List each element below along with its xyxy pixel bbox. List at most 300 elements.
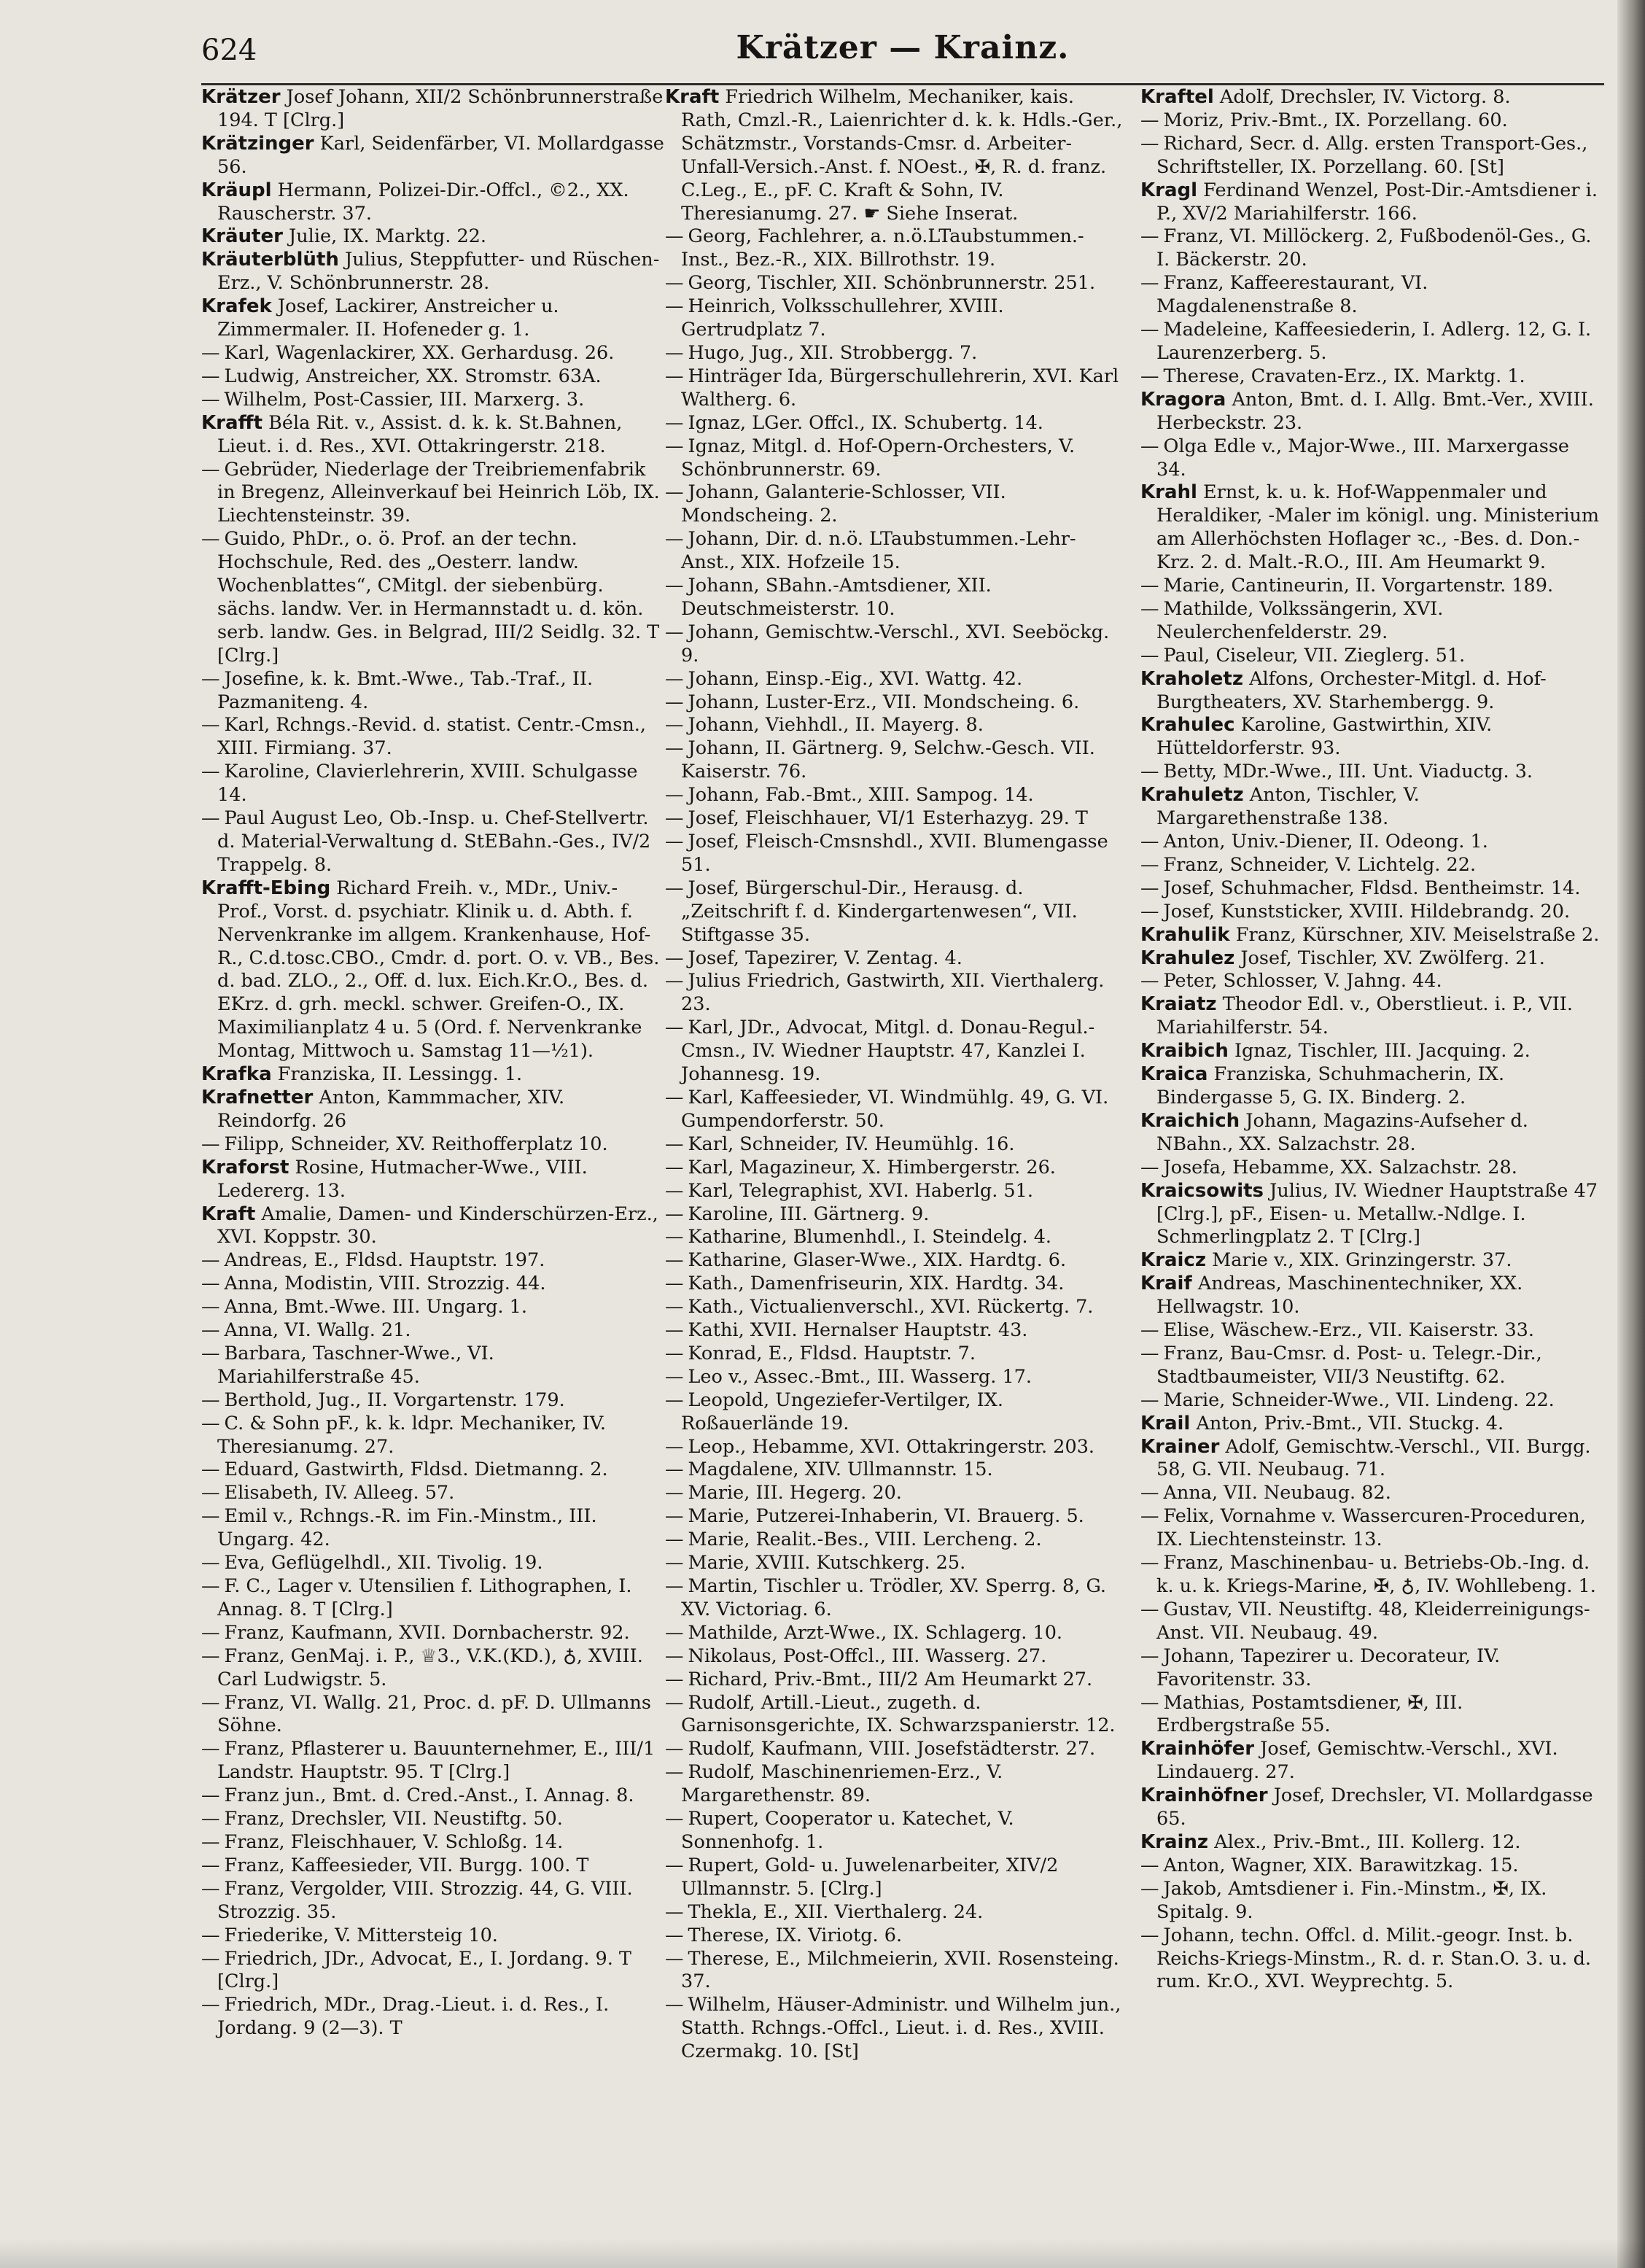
directory-entry [665,1319,1129,1343]
entry-text: Marie, III. Hegerg. 20. [688,1482,902,1504]
ditto-dash: — [201,1621,220,1644]
entry-text: Karl, Schneider, IV. Heumühlg. 16. [688,1133,1015,1155]
entry-text: Friedrich, JDr., Advocat, E., I. Jordang. 9. T [Clrg.] [217,1947,631,1993]
entry-headword: Krahulik [1140,923,1230,946]
ditto-dash: — [665,621,684,643]
entry-text: Karl, Magazineur, X. Himbergerstr. 26. [688,1156,1056,1178]
entry-text: Hugo, Jug., XII. Strobbergg. 7. [688,341,978,364]
directory-entry [665,435,1129,482]
ditto-dash: — [201,1924,220,1946]
ditto-dash: — [201,458,220,481]
entry-text: Anton, Tischler, V. Margarethenstraße 138. [1156,784,1420,830]
directory-entry [665,1925,1129,1948]
ditto-dash: — [665,435,684,457]
directory-entry [201,342,665,365]
ditto-dash: — [665,1808,684,1830]
entry-text: Filipp, Schneider, XV. Reithofferplatz 10. [224,1133,608,1155]
ditto-dash: — [201,667,220,690]
entry-text: Leopold, Ungeziefer-Vertilger, IX. Roßauerlände 19. [681,1389,1003,1434]
directory-entry [201,1133,665,1157]
directory-entry [201,668,665,715]
directory-entry [665,877,1129,947]
entry-text: Marie, Cantineurin, II. Vorgartenstr. 189. [1163,575,1554,597]
ditto-dash: — [201,1808,220,1830]
directory-entry [665,1482,1129,1505]
directory-entry [1140,714,1604,761]
directory-entry [1140,924,1604,947]
ditto-dash: — [665,1482,684,1504]
directory-entry [665,1157,1129,1180]
directory-entry [665,1296,1129,1319]
entry-text: Leop., Hebamme, XVI. Ottakringerstr. 203. [688,1435,1095,1458]
entry-text: Magdalene, XIV. Ullmannstr. 15. [688,1459,993,1481]
entry-text: Rudolf, Kaufmann, VIII. Josefstädterstr. 27. [688,1738,1096,1760]
directory-entry [665,1552,1129,1575]
ditto-dash: — [201,1738,220,1760]
directory-entry [1140,1878,1604,1925]
entry-text: Josef, Tischler, XV. Zwölferg. 21. [1234,947,1545,969]
ditto-dash: — [665,1156,684,1178]
entry-text: Adolf, Drechsler, IV. Victorg. 8. [1213,86,1511,108]
entry-headword: Kraftel [1140,86,1214,108]
entry-text: Marie, Schneider-Wwe., VII. Lindeng. 22. [1163,1389,1555,1411]
ditto-dash: — [665,970,684,993]
directory-entry [201,1413,665,1459]
ditto-dash: — [665,528,684,551]
ditto-dash: — [665,272,684,295]
entry-text: Anton, Kammmacher, XIV. Reindorfg. 26 [217,1086,565,1132]
entry-text: Johann, Gemischtw.-Verschl., XVI. Seeböckg. 9. [681,621,1110,667]
ditto-dash: — [201,1249,220,1272]
directory-entry [665,1087,1129,1133]
directory-entry [1140,784,1604,831]
directory-entry [1140,365,1604,389]
entry-text: Karl, JDr., Advocat, Mitgl. d. Donau-Regul.-Cmsn., IV. Wiedner Hauptstr. 47, Kanzlei I. Johannesg. 19. [681,1017,1095,1086]
entry-text: Rudolf, Maschinenriemen-Erz., V. Margarethenstr. 89. [681,1761,1003,1807]
entry-text: Georg, Fachlehrer, a. n.ö.LTaubstummen.-Inst., Bez.-R., XIX. Billrothstr. 19. [681,225,1084,271]
ditto-dash: — [201,1482,220,1504]
entry-text: Rupert, Gold- u. Juwelenarbeiter, XIV/2 Ullmannstr. 5. [Clrg.] [681,1854,1059,1900]
directory-entry [201,1738,665,1785]
directory-entry [665,575,1129,621]
ditto-dash: — [201,388,220,411]
ditto-dash: — [665,1924,684,1946]
directory-entry [201,179,665,226]
entry-text: Anna, Bmt.-Wwe. III. Ungarg. 1. [224,1296,527,1319]
entry-text: Jakob, Amtsdiener i. Fin.-Minstm., ✠, IX. Spitalg. 9. [1156,1877,1547,1923]
directory-entry [665,1389,1129,1436]
ditto-dash: — [665,365,684,387]
ditto-dash: — [665,481,684,504]
ditto-dash: — [665,575,684,597]
entry-headword: Kraforst [201,1156,289,1178]
directory-entry [201,1948,665,1995]
directory-entry [201,1808,665,1831]
directory-entry [201,1575,665,1622]
directory-entry [1140,1389,1604,1413]
entry-text: Peter, Schlosser, V. Jahng. 44. [1163,970,1442,993]
entry-text: Kath., Victualienverschl., XVI. Rückertg. 7. [688,1296,1094,1319]
directory-entry [665,1761,1129,1808]
entry-text: Julius, Steppfutter- und Rüschen-Erz., V. Schönbrunnerstr. 28. [217,249,660,295]
directory-entry [665,342,1129,365]
directory-entry [665,1738,1129,1761]
ditto-dash: — [1140,644,1159,667]
directory-entry [1140,901,1604,924]
entry-text: Betty, MDr.-Wwe., III. Unt. Viaductg. 3. [1163,761,1533,783]
directory-entry [201,1249,665,1273]
entry-text: Anton, Bmt. d. I. Allg. Bmt.-Ver., XVIII. Herbeckstr. 23. [1156,388,1594,434]
directory-entry [201,714,665,761]
directory-entry [201,1831,665,1855]
ditto-dash: — [1140,597,1159,620]
directory-entry [201,1622,665,1645]
ditto-dash: — [665,1900,684,1923]
ditto-dash: — [665,1505,684,1528]
directory-entry [201,459,665,529]
ditto-dash: — [1140,435,1159,457]
directory-entry [1140,179,1604,226]
directory-entry [201,1785,665,1808]
header-rule [201,83,1604,85]
ditto-dash: — [665,1319,684,1342]
entry-text: Franz, Pflasterer u. Bauunternehmer, E., III/1 Landstr. Hauptstr. 95. T [Clrg.] [217,1738,656,1784]
directory-entry [665,947,1129,971]
directory-entry [1140,319,1604,365]
ditto-dash: — [665,1459,684,1481]
page-number: 624 [201,34,257,67]
ditto-dash: — [665,807,684,830]
directory-entry [201,1505,665,1552]
entry-text: Leo v., Assec.-Bmt., III. Wasserg. 17. [688,1365,1032,1388]
entry-text: Moriz, Priv.-Bmt., IX. Porzellang. 60. [1163,109,1508,131]
directory-entry [1140,1831,1604,1855]
entry-text: Friedrich, MDr., Drag.-Lieut. i. d. Res., I. Jordang. 9 (2—3). T [217,1994,610,2040]
entry-text: Franz, VI. Wallg. 21, Proc. d. pF. D. Ullmanns Söhne. [217,1691,651,1737]
directory-entry [1140,1645,1604,1692]
column-2 [665,86,1129,2064]
directory-entry [1140,1273,1604,1319]
entry-text: Béla Rit. v., Assist. d. k. k. St.Bahnen, Lieut. i. d. Res., XVI. Ottakringerstr. 218. [217,411,623,457]
entry-text: Martin, Tischler u. Trödler, XV. Sperrg. 8, G. XV. Victoriag. 6. [681,1575,1107,1620]
entry-text: Adolf, Gemischtw.-Verschl., VII. Burgg. 58, G. VII. Neubaug. 71. [1156,1435,1591,1481]
entry-text: Katharine, Glaser-Wwe., XIX. Hardtg. 6. [688,1249,1067,1272]
entry-headword: Kraholetz [1140,667,1243,690]
entry-headword: Krainer [1140,1435,1220,1458]
ditto-dash: — [665,1435,684,1458]
entry-text: Mathilde, Volkssängerin, XVI. Neulerchenfelderstr. 29. [1156,597,1444,643]
entry-text: Kath., Damenfriseurin, XIX. Hardtg. 34. [688,1273,1065,1295]
directory-entry [1140,877,1604,901]
ditto-dash: — [1140,1854,1159,1876]
entry-text: Kathi, XVII. Hernalser Hauptstr. 43. [688,1319,1028,1342]
entry-text: Friedrich Wilhelm, Mechaniker, kais. Rath, Cmzl.-R., Laienrichter d. k. k. Hdls.-Ger., Schätzmstr., Vorstands-Cmsr. d. Arbeiter-Unfall-Versich.-Anst. f. NOest., ✠, R. d. franz. C.Leg., E., pF. C. Kraft & Sohn, IV. Theresianumg. 27. ☛ Siehe Inserat. [681,86,1123,225]
entry-text: Josef, Fleisch-Cmsnshdl., XVII. Blumengasse 51. [681,831,1108,876]
directory-entry [201,528,665,667]
entry-text: Richard, Priv.-Bmt., III/2 Am Heumarkt 27. [688,1668,1093,1690]
directory-entry [201,1855,665,1878]
entry-text: Anna, Modistin, VIII. Strozzig. 44. [224,1273,546,1295]
entry-text: Marie, XVIII. Kutschkerg. 25. [688,1552,966,1574]
directory-entry [1140,598,1604,645]
entry-text: Johann, SBahn.-Amtsdiener, XII. Deutschmeisterstr. 10. [681,575,992,620]
entry-text: Thekla, E., XII. Vierthalerg. 24. [688,1900,984,1923]
directory-entry [1140,1436,1604,1483]
directory-entry [665,1529,1129,1552]
ditto-dash: — [1140,761,1159,783]
ditto-dash: — [665,667,684,690]
book-spine-shadow [1617,0,1645,2268]
ditto-dash: — [201,761,220,783]
ditto-dash: — [201,1830,220,1853]
entry-text: Franziska, II. Lessingg. 1. [271,1063,523,1086]
entry-headword: Krahulez [1140,947,1235,969]
ditto-dash: — [201,1389,220,1411]
ditto-dash: — [201,1412,220,1434]
entry-text: Ernst, k. u. k. Hof-Wappenmaler und Heraldiker, -Maler im königl. ung. Ministerium am Allerhöchsten Hoflager ꝛc., -Bes. d. Don.-Krz. 2. d. Malt.-R.O., III. Am Heumarkt 9. [1156,481,1600,574]
entry-text: Rosine, Hutmacher-Wwe., VIII. Ledererg. 13. [217,1156,588,1202]
entry-text: Josef, Bürgerschul-Dir., Herausg. d. „Zeitschrift f. d. Kindergartenwesen“, VII. Stiftgasse 35. [681,877,1078,946]
directory-entry [665,86,1129,225]
directory-entry [665,1273,1129,1296]
directory-entry [1140,575,1604,598]
entry-text: Andreas, Maschinentechniker, XX. Hellwagstr. 10. [1156,1273,1523,1319]
entry-headword: Krafft [201,411,263,434]
ditto-dash: — [1140,319,1159,341]
entry-text: Elise, Wäschew.-Erz., VII. Kaiserstr. 33. [1163,1319,1535,1342]
entry-headword: Krainhöfner [1140,1785,1268,1807]
ditto-dash: — [665,1668,684,1690]
directory-entry [1140,1738,1604,1785]
ditto-dash: — [1140,1924,1159,1946]
directory-entry [1140,1925,1604,1995]
entry-text: Karoline, Clavierlehrerin, XVIII. Schulgasse 14. [217,761,638,807]
directory-entry [665,1669,1129,1692]
entry-headword: Kraicz [1140,1249,1206,1272]
ditto-dash: — [665,1273,684,1295]
entry-text: Ignaz, Mitgl. d. Hof-Opern-Orchesters, V. Schönbrunnerstr. 69. [681,435,1076,481]
entry-headword: Kräupl [201,179,272,201]
ditto-dash: — [201,1133,220,1155]
directory-entry [201,1925,665,1948]
entry-headword: Kraif [1140,1273,1192,1295]
directory-entry [201,1296,665,1319]
directory-entry [665,1575,1129,1622]
entry-text: Franz, VI. Millöckerg. 2, Fußbodenöl-Ges., G. I. Bäckerstr. 20. [1156,225,1592,271]
entry-headword: Kraiatz [1140,993,1217,1016]
directory-entry [1140,831,1604,854]
directory-entry [1140,1482,1604,1505]
ditto-dash: — [1140,1691,1159,1714]
ditto-dash: — [1140,970,1159,993]
ditto-dash: — [201,1505,220,1528]
entry-text: Ludwig, Anstreicher, XX. Stromstr. 63A. [224,365,602,387]
directory-entry [201,761,665,807]
ditto-dash: — [201,1691,220,1714]
directory-entry [1140,1040,1604,1063]
entry-text: Josef, Schuhmacher, Fldsd. Bentheimstr. 14. [1163,877,1581,899]
ditto-dash: — [665,1621,684,1644]
directory-entry [1140,1110,1604,1157]
entry-text: Josefine, k. k. Bmt.-Wwe., Tab.-Traf., II. Pazmaniteng. 4. [217,667,594,713]
entry-text: Johann, Magazins-Aufseher d. NBahn., XX. Salzachstr. 28. [1156,1109,1528,1155]
ditto-dash: — [201,1947,220,1970]
ditto-dash: — [665,411,684,434]
directory-entry [665,1994,1129,2064]
directory-entry [201,1482,665,1505]
entry-text: Johann, Tapezirer u. Decorateur, IV. Favoritenstr. 33. [1156,1644,1501,1690]
directory-entry [1140,481,1604,575]
entry-text: Ignaz, LGer. Offcl., IX. Schubertg. 14. [688,411,1043,434]
entry-text: Marie v., XIX. Grinzingerstr. 37. [1205,1249,1512,1272]
entry-text: Heinrich, Volksschullehrer, XVIII. Gertrudplatz 7. [681,295,1004,341]
directory-entry [201,1389,665,1413]
entry-text: Andreas, E., Fldsd. Hauptstr. 197. [224,1249,545,1272]
ditto-dash: — [1140,877,1159,899]
ditto-dash: — [665,1365,684,1388]
ditto-dash: — [1140,831,1159,853]
entry-headword: Krafft-Ebing [201,877,331,899]
ditto-dash: — [201,1785,220,1807]
entry-headword: Kraica [1140,1063,1208,1086]
entry-text: Johann, Fab.-Bmt., XIII. Sampog. 14. [688,784,1034,807]
entry-text: Johann, techn. Offcl. d. Milit.-geogr. Inst. b. Reichs-Kriegs-Minstm., R. d. r. Stan.O. 3. u. d. rum. Kr.O., XVI. Weyprechtg. 5. [1156,1924,1592,1993]
directory-entry [665,1017,1129,1087]
directory-entry [1140,1157,1604,1180]
entry-text: Franz, Kaffeerestaurant, VI. Magdalenenstraße 8. [1156,272,1428,318]
directory-entry [1140,1599,1604,1645]
entry-text: Anna, VII. Neubaug. 82. [1163,1482,1391,1504]
ditto-dash: — [1140,272,1159,295]
ditto-dash: — [1140,132,1159,155]
ditto-dash: — [201,1644,220,1667]
ditto-dash: — [201,1319,220,1342]
directory-entry [1140,1505,1604,1552]
entry-text: Mathilde, Arzt-Wwe., IX. Schlagerg. 10. [688,1621,1063,1644]
directory-entry [665,1366,1129,1389]
entry-text: Elisabeth, IV. Alleeg. 57. [224,1482,455,1504]
entry-text: Josef, Tapezirer, V. Zentag. 4. [688,947,962,969]
entry-text: Johann, Dir. d. n.ö. LTaubstummen.-Lehr-Anst., XIX. Hofzeile 15. [681,528,1076,574]
entry-headword: Kragl [1140,179,1198,201]
entry-headword: Kraft [665,86,720,108]
directory-entry [1140,86,1604,109]
entry-text: Franz, Kaffeesieder, VII. Burgg. 100. T [224,1854,589,1876]
ditto-dash: — [665,737,684,760]
ditto-dash: — [1140,1505,1159,1528]
ditto-dash: — [665,947,684,969]
directory-entry [665,831,1129,877]
ditto-dash: — [1140,1552,1159,1574]
entry-headword: Kraibich [1140,1040,1229,1063]
entry-text: Felix, Vornahme v. Wassercuren-Proceduren, IX. Liechtensteinstr. 13. [1156,1505,1586,1551]
directory-entry [665,225,1129,272]
ditto-dash: — [665,1552,684,1574]
directory-entry [201,133,665,179]
directory-entry [1140,1692,1604,1739]
directory-entry [201,807,665,877]
entry-text: Franz, Bau-Cmsr. d. Post- u. Telegr.-Dir., Stadtbaumeister, VII/3 Neustiftg. 62. [1156,1342,1542,1388]
ditto-dash: — [665,1179,684,1202]
directory-entry [665,272,1129,295]
entry-text: Gustav, VII. Neustiftg. 48, Kleiderreinigungs-Anst. VII. Neubaug. 49. [1156,1598,1590,1644]
ditto-dash: — [201,1552,220,1574]
entry-text: Madeleine, Kaffeesiederin, I. Adlerg. 12, G. I. Laurenzerberg. 5. [1156,319,1592,364]
entry-text: Emil v., Rchngs.-R. im Fin.-Minstm., III. Ungarg. 42. [217,1505,597,1551]
ditto-dash: — [201,341,220,364]
ditto-dash: — [201,1575,220,1597]
directory-entry [1140,272,1604,319]
directory-entry [201,86,665,133]
directory-entry [1140,133,1604,179]
entry-headword: Kräuter [201,225,283,248]
directory-entry [665,412,1129,435]
entry-text: Therese, Cravaten-Erz., IX. Marktg. 1. [1163,365,1525,387]
ditto-dash: — [665,1529,684,1551]
entry-text: Theodor Edl. v., Oberstlieut. i. P., VII. Mariahilferstr. 54. [1156,993,1573,1039]
entry-text: Franz, Fleischhauer, V. Schloßg. 14. [224,1830,564,1853]
entry-headword: Krainhöfer [1140,1738,1255,1760]
directory-entry [665,481,1129,528]
entry-headword: Krafek [201,295,272,318]
entry-text: Therese, IX. Viriotg. 6. [688,1924,903,1946]
directory-entry [665,668,1129,691]
entry-text: Karl, Kaffeesieder, VI. Windmühlg. 49, G. VI. Gumpendorferstr. 50. [681,1086,1109,1132]
ditto-dash: — [201,1877,220,1900]
entry-text: Johann, Einsp.-Eig., XVI. Wattg. 42. [688,667,1023,690]
entry-headword: Krahulec [1140,714,1235,737]
directory-entry [1140,1063,1604,1110]
entry-text: Karl, Wagenlackirer, XX. Gerhardusg. 26. [224,341,615,364]
directory-entry [665,1808,1129,1855]
ditto-dash: — [665,1644,684,1667]
directory-entry [665,1948,1129,1995]
directory-entry [665,691,1129,715]
ditto-dash: — [665,1296,684,1319]
ditto-dash: — [201,1994,220,2016]
ditto-dash: — [665,1342,684,1364]
directory-entry [201,1459,665,1482]
ditto-dash: — [665,784,684,807]
directory-entry [665,1505,1129,1529]
ditto-dash: — [665,1854,684,1876]
entry-text: Alex., Priv.-Bmt., III. Kollerg. 12. [1208,1830,1521,1853]
directory-entry [665,1133,1129,1157]
entry-text: Berthold, Jug., II. Vorgartenstr. 179. [224,1389,565,1411]
ditto-dash: — [1140,1389,1159,1411]
directory-entry [665,970,1129,1017]
entry-text: Johann, Luster-Erz., VII. Mondscheing. 6. [688,691,1080,713]
directory-entry [201,389,665,412]
directory-entry [665,1622,1129,1645]
entry-text: Franz, Kürschner, XIV. Meiselstraße 2. [1229,923,1600,946]
entry-text: Therese, E., Milchmeierin, XVII. Rosensteing. 37. [681,1947,1119,1993]
entry-headword: Kragora [1140,388,1226,411]
directory-entry [201,1878,665,1925]
directory-entry [1140,1785,1604,1831]
ditto-dash: — [1140,1342,1159,1364]
directory-entry [201,1645,665,1692]
directory-entry [665,1459,1129,1482]
ditto-dash: — [665,1249,684,1272]
entry-text: F. C., Lager v. Utensilien f. Lithographen, I. Annag. 8. T [Clrg.] [217,1575,632,1620]
ditto-dash: — [1140,853,1159,876]
entry-text: Paul August Leo, Ob.-Insp. u. Chef-Stellvertr. d. Material-Verwaltung d. StEBahn.-Ges., IV/2 Trappelg. 8. [217,807,651,876]
ditto-dash: — [1140,1644,1159,1667]
directory-entry [201,1203,665,1250]
entry-text: Karl, Telegraphist, XVI. Haberlg. 51. [688,1179,1033,1202]
entry-text: Wilhelm, Häuser-Administr. und Wilhelm jun., Statth. Rchngs.-Offcl., Lieut. i. d. Res., XVIII. Czermakg. 10. [St] [681,1994,1121,2063]
